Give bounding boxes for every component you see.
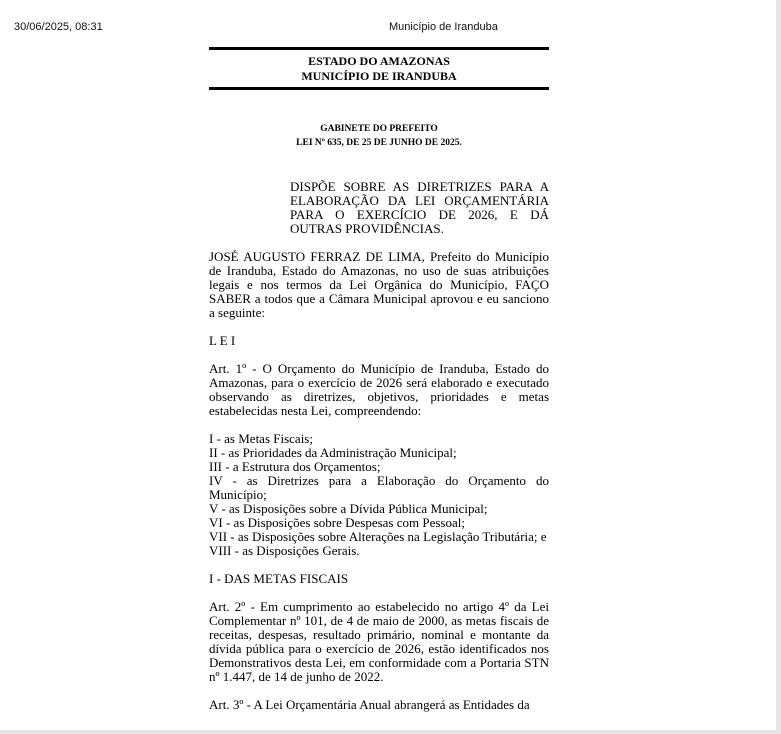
print-site-title: Município de Iranduba: [389, 21, 498, 33]
law-number: LEI Nº 635, DE 25 DE JUNHO DE 2025.: [296, 138, 462, 148]
print-header: [14, 21, 776, 37]
letterhead-municipality: MUNICÍPIO DE IRANDUBA: [301, 69, 457, 83]
article-1-list: [209, 432, 549, 558]
viewer-right-edge: [776, 0, 781, 734]
letterhead-top-rule: [209, 47, 549, 50]
list-item: VII - as Disposições sobre Alterações na Legislação Tributária; e: [209, 529, 547, 544]
law-body: [209, 250, 549, 726]
print-datetime: 30/06/2025, 08:31: [14, 21, 103, 33]
list-item: IV - as Diretrizes para a Elaboração do Orçamento do Município;: [209, 473, 549, 502]
section-heading-metas-fiscais: I - DAS METAS FISCAIS: [209, 571, 349, 586]
letterhead-bottom-rule: [209, 87, 549, 90]
list-item: VI - as Disposições sobre Despesas com Pessoal;: [209, 515, 465, 530]
article-2: Art. 2º - Em cumprimento ao estabelecido no artigo 4º da Lei Complementar nº 101, de 4 de maio de 2000, as metas fiscais de receitas, despesas, resultado primário, nominal e montante da dívida pública para o exercício de 2026, estão identificados nos Demonstrativos desta Lei, em conformidade com a Portaria STN nº 1.447, de 14 de junho de 2022.: [209, 599, 549, 684]
viewer-bottom-edge: [0, 730, 781, 734]
preamble-paragraph: JOSÉ AUGUSTO FERRAZ DE LIMA, Prefeito do Município de Iranduba, Estado do Amazonas, no uso de suas atribuições legais e nos termos da Lei Orgânica do Município, FAÇO SABER a todos que a Câmara Municipal aprovou e eu sanciono a seguinte:: [209, 249, 549, 320]
list-item: V - as Disposições sobre a Dívida Pública Municipal;: [209, 501, 488, 516]
lei-heading: L E I: [209, 333, 236, 348]
letterhead-state: ESTADO DO AMAZONAS: [308, 54, 450, 68]
list-item: I - as Metas Fiscais;: [209, 431, 313, 446]
list-item: II - as Prioridades da Administração Municipal;: [209, 445, 457, 460]
list-item: VIII - as Disposições Gerais.: [209, 543, 360, 558]
law-ementa: DISPÕE SOBRE AS DIRETRIZES PARA A ELABORAÇÃO DA LEI ORÇAMENTÁRIA PARA O EXERCÍCIO DE 2026, E DÁ OUTRAS PROVIDÊNCIAS.: [290, 179, 549, 236]
article-1: Art. 1º - O Orçamento do Município de Iranduba, Estado do Amazonas, para o exercício de 2026 será elaborado e executado observando as diretrizes, objetivos, prioridades e metas estabelecidas nesta Lei, compreendendo:: [209, 361, 549, 418]
list-item: III - a Estrutura dos Orçamentos;: [209, 459, 381, 474]
office-title: GABINETE DO PREFEITO: [320, 124, 438, 134]
article-3: Art. 3º - A Lei Orçamentária Anual abrangerá as Entidades da: [209, 697, 530, 712]
